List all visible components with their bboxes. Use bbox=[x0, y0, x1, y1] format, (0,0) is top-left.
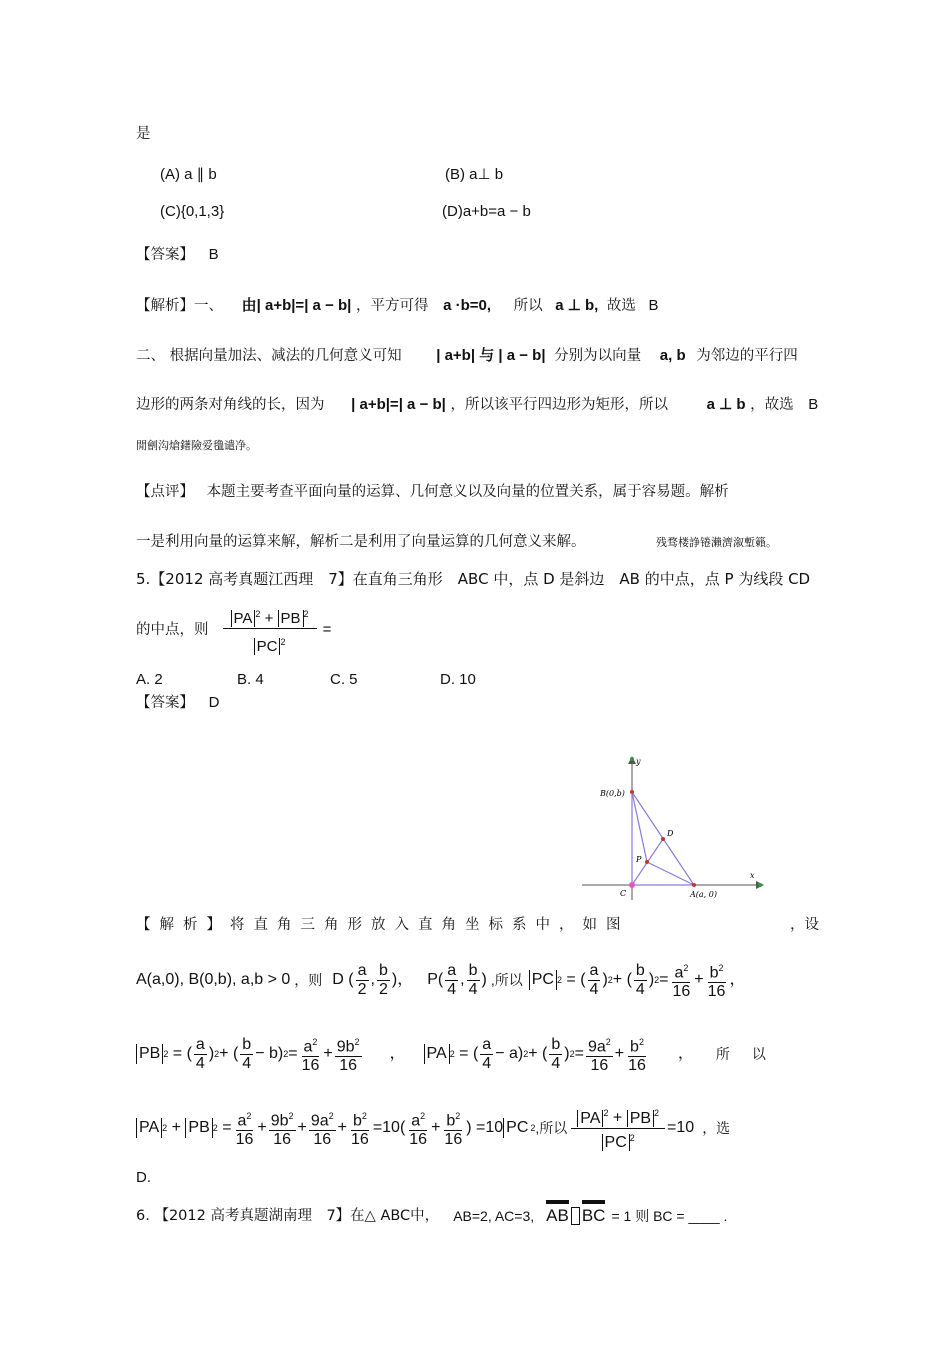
q6-stem: 6. 【2012 高考真题湖南理 7】在△ ABC中， AB=2, AC=3, AB BC = 1 则 BC = ____ . bbox=[136, 1206, 728, 1225]
q5-option-d: D. 10 bbox=[440, 671, 476, 688]
label-a: A(a, 0) bbox=[690, 890, 717, 899]
option-b: (B) a⊥ b bbox=[445, 166, 504, 183]
garbled-text-2: 残骛楼諍锩瀨濟溆塹籟。 bbox=[656, 536, 777, 549]
q5-answer: 【答案】 D bbox=[136, 694, 220, 711]
dot-operator-box bbox=[571, 1207, 580, 1225]
q4-analysis-line-3: 边形的两条对角线的长，因为 | a+b|=| a − b| ，所以该平行四边形为矩形，所以 a ⊥ b ，故选 B bbox=[136, 396, 819, 413]
q5-formula-line-2: PB 2 = ( $\frac{a}{4}$ ) 2 + ( $\frac{b}{4}$ − b) 2 = $\frac{a^2}{16}$ + $\frac{9b^2}{16}$ ， PA 2 = ( $\frac{a}{4}$ − a) 2 + ( $\frac{b}{4}$ ) 2 = $\frac{9a^2}{16}$ + $\frac{b^2}{16}$ ， 所 以 bbox=[136, 1026, 766, 1082]
q5-option-b: B. 4 bbox=[237, 671, 264, 688]
q4-comment-line-1: 【点评】 本题主要考查平面向量的运算、几何意义以及向量的位置关系，属于容易题。解析 bbox=[136, 484, 729, 500]
q5-stem-line-2: 的中点，则 $\frac{PA ^2 + PB ^2}{PC ^2}$ = bbox=[136, 598, 331, 662]
coordinate-diagram bbox=[580, 750, 770, 910]
label-c: C bbox=[620, 889, 627, 898]
q4-analysis-line-2: 二、 根据向量加法、减法的几何意义可知 | a+b| 与 | a − b| 分别为以向量 a, b 为邻边的平行四 bbox=[136, 347, 798, 364]
ratio-fraction: $\frac{PA ^2 + PB ^2}{PC ^2}$ bbox=[223, 605, 317, 656]
q5-analysis-line-1-tail: ，设 bbox=[790, 917, 819, 933]
q5-stem-line-1: 5.【2012 高考真题江西理 7】在直角三角形 ABC 中，点 D 是斜边 AB 的中点，点 P 为线段 CD bbox=[136, 570, 811, 588]
label-b: B(0,b) bbox=[600, 789, 625, 798]
q4-analysis-line-1: 【解析】一、 由| a+b|=| a − b| ，平方可得 a ·b=0, 所以 a ⊥ b, 故选 B bbox=[136, 297, 659, 314]
option-a: (A) a ∥ b bbox=[160, 166, 217, 183]
q4-comment-line-2: 一是利用向量的运算来解，解析二是利用了向量运算的几何意义来解。 bbox=[136, 534, 586, 550]
label-y: y bbox=[636, 757, 641, 766]
q4-stem-end: 是 bbox=[136, 126, 151, 142]
q5-formula-line-1: A(a,0), B(0,b), a,b > 0 ，则 D ( $\frac{a}{2}$ , $\frac{b}{2}$ )， P( $\frac{a}{4}$ , $\frac{b}{4}$ ) ,所以 PC 2 = ( $\frac{a}{4}$ ) 2 + ( $\frac{b}{4}$ ) 2 = $\frac{a^2}{16}$ + $\frac{b^2}{16}$ ， bbox=[136, 952, 745, 1008]
label-p: P bbox=[636, 855, 642, 864]
q5-analysis-line-1: 【解析】将直角三角形放入直角坐标系中，如图 bbox=[136, 917, 630, 933]
q5-option-a: A. 2 bbox=[136, 671, 163, 688]
label-x: x bbox=[750, 871, 755, 880]
vector-bc: BC bbox=[581, 1206, 606, 1225]
label-d: D bbox=[667, 829, 674, 838]
answer-label: 【答案】 bbox=[136, 247, 194, 263]
q5-formula-line-3: PA 2 + PB 2 = $\frac{a^2}{16}$ + $\frac{9b^2}{16}$ + $\frac{9a^2}{16}$ + $\frac{b^2}{16}$ =10( $\frac{a^2}{16}$ + $\frac{b^2}{16}$ ) =10 PC 2 ,所以 $\frac{PA ^2 + PB ^2}{PC ^2}$ =10 ，选 bbox=[136, 1098, 730, 1158]
q5-final: D. bbox=[136, 1169, 151, 1186]
option-d: (D)a+b=a − b bbox=[442, 203, 531, 220]
answer-value: B bbox=[208, 246, 219, 263]
q5-option-c: C. 5 bbox=[330, 671, 358, 688]
option-c: (C){0,1,3} bbox=[160, 203, 225, 220]
garbled-text-1: 閒劊沟熗鐯險爱氇谴净。 bbox=[136, 439, 257, 452]
vector-ab: AB bbox=[546, 1206, 569, 1225]
q4-answer bbox=[136, 245, 219, 265]
